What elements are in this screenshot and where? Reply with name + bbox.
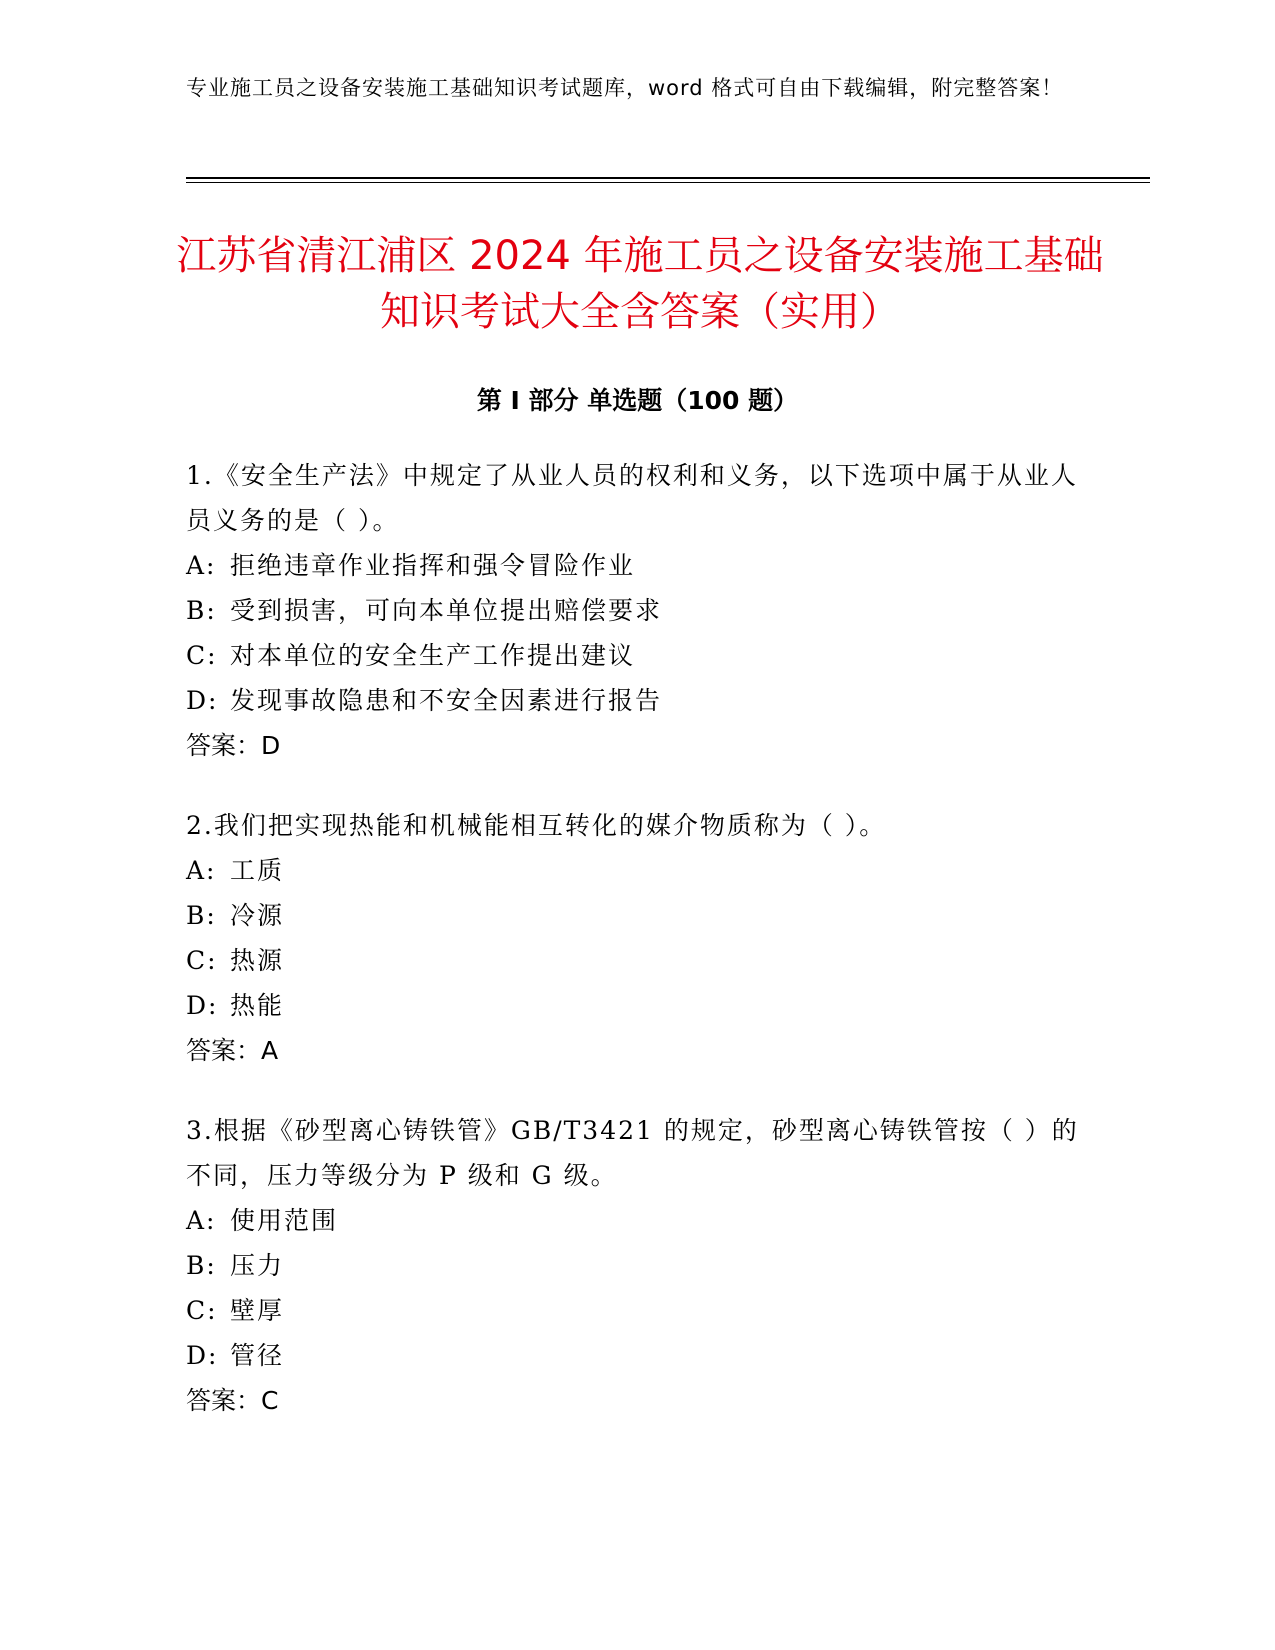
- question-3: [186, 1108, 1086, 1423]
- option-text: 热源: [230, 946, 285, 975]
- option-text: 对本单位的安全生产工作提出建议: [230, 641, 636, 670]
- option-a: [186, 1198, 1086, 1243]
- option-key: A:: [186, 856, 217, 885]
- option-key: A:: [186, 551, 217, 580]
- option-key: C:: [186, 641, 218, 670]
- header-note: 专业施工员之设备安装施工基础知识考试题库，word 格式可自由下载编辑，附完整答案！: [186, 76, 1064, 100]
- option-key: D:: [186, 991, 219, 1020]
- option-key: B:: [186, 596, 217, 625]
- question-1: [186, 453, 1086, 768]
- option-text: 发现事故隐患和不安全因素进行报告: [230, 686, 663, 715]
- option-b: [186, 588, 1086, 633]
- option-key: C:: [186, 946, 218, 975]
- option-b: [186, 1243, 1086, 1288]
- answer: 答案：A: [186, 1036, 279, 1065]
- option-key: A:: [186, 1206, 217, 1235]
- answer: 答案：C: [186, 1386, 279, 1415]
- option-b: [186, 893, 1086, 938]
- option-a: [186, 848, 1086, 893]
- answer: 答案：D: [186, 731, 281, 760]
- header-rule-thick: [186, 177, 1150, 179]
- option-text: 受到损害，可向本单位提出赔偿要求: [230, 596, 663, 625]
- option-c: [186, 938, 1086, 983]
- option-d: [186, 1333, 1086, 1378]
- option-text: 工质: [230, 856, 285, 885]
- option-key: D:: [186, 1341, 219, 1370]
- question-stem: 2.我们把实现热能和机械能相互转化的媒介物质称为（ ）。: [186, 811, 887, 840]
- header-rule-thin: [186, 182, 1150, 183]
- question-2: [186, 803, 1086, 1073]
- option-key: D:: [186, 686, 219, 715]
- option-d: [186, 678, 1086, 723]
- option-key: B:: [186, 901, 217, 930]
- option-text: 使用范围: [230, 1206, 339, 1235]
- option-d: [186, 983, 1086, 1028]
- question-stem: 1.《安全生产法》中规定了从业人员的权利和义务，以下选项中属于从业人员义务的是（ ）。: [186, 461, 1078, 535]
- document-title: 江苏省清江浦区 2024 年施工员之设备安装施工基础知识考试大全含答案（实用）: [176, 233, 1104, 335]
- option-text: 拒绝违章作业指挥和强令冒险作业: [230, 551, 636, 580]
- question-stem: 3.根据《砂型离心铸铁管》GB/T3421 的规定，砂型离心铸铁管按（ ）的不同，压力等级分为 P 级和 G 级。: [186, 1116, 1079, 1190]
- option-text: 管径: [230, 1341, 285, 1370]
- option-text: 热能: [230, 991, 285, 1020]
- option-key: B:: [186, 1251, 217, 1280]
- option-c: [186, 633, 1086, 678]
- option-a: [186, 543, 1086, 588]
- section-title: 第 I 部分 单选题（100 题）: [476, 386, 799, 415]
- option-key: C:: [186, 1296, 218, 1325]
- option-text: 冷源: [230, 901, 285, 930]
- option-text: 壁厚: [230, 1296, 285, 1325]
- option-c: [186, 1288, 1086, 1333]
- option-text: 压力: [230, 1251, 285, 1280]
